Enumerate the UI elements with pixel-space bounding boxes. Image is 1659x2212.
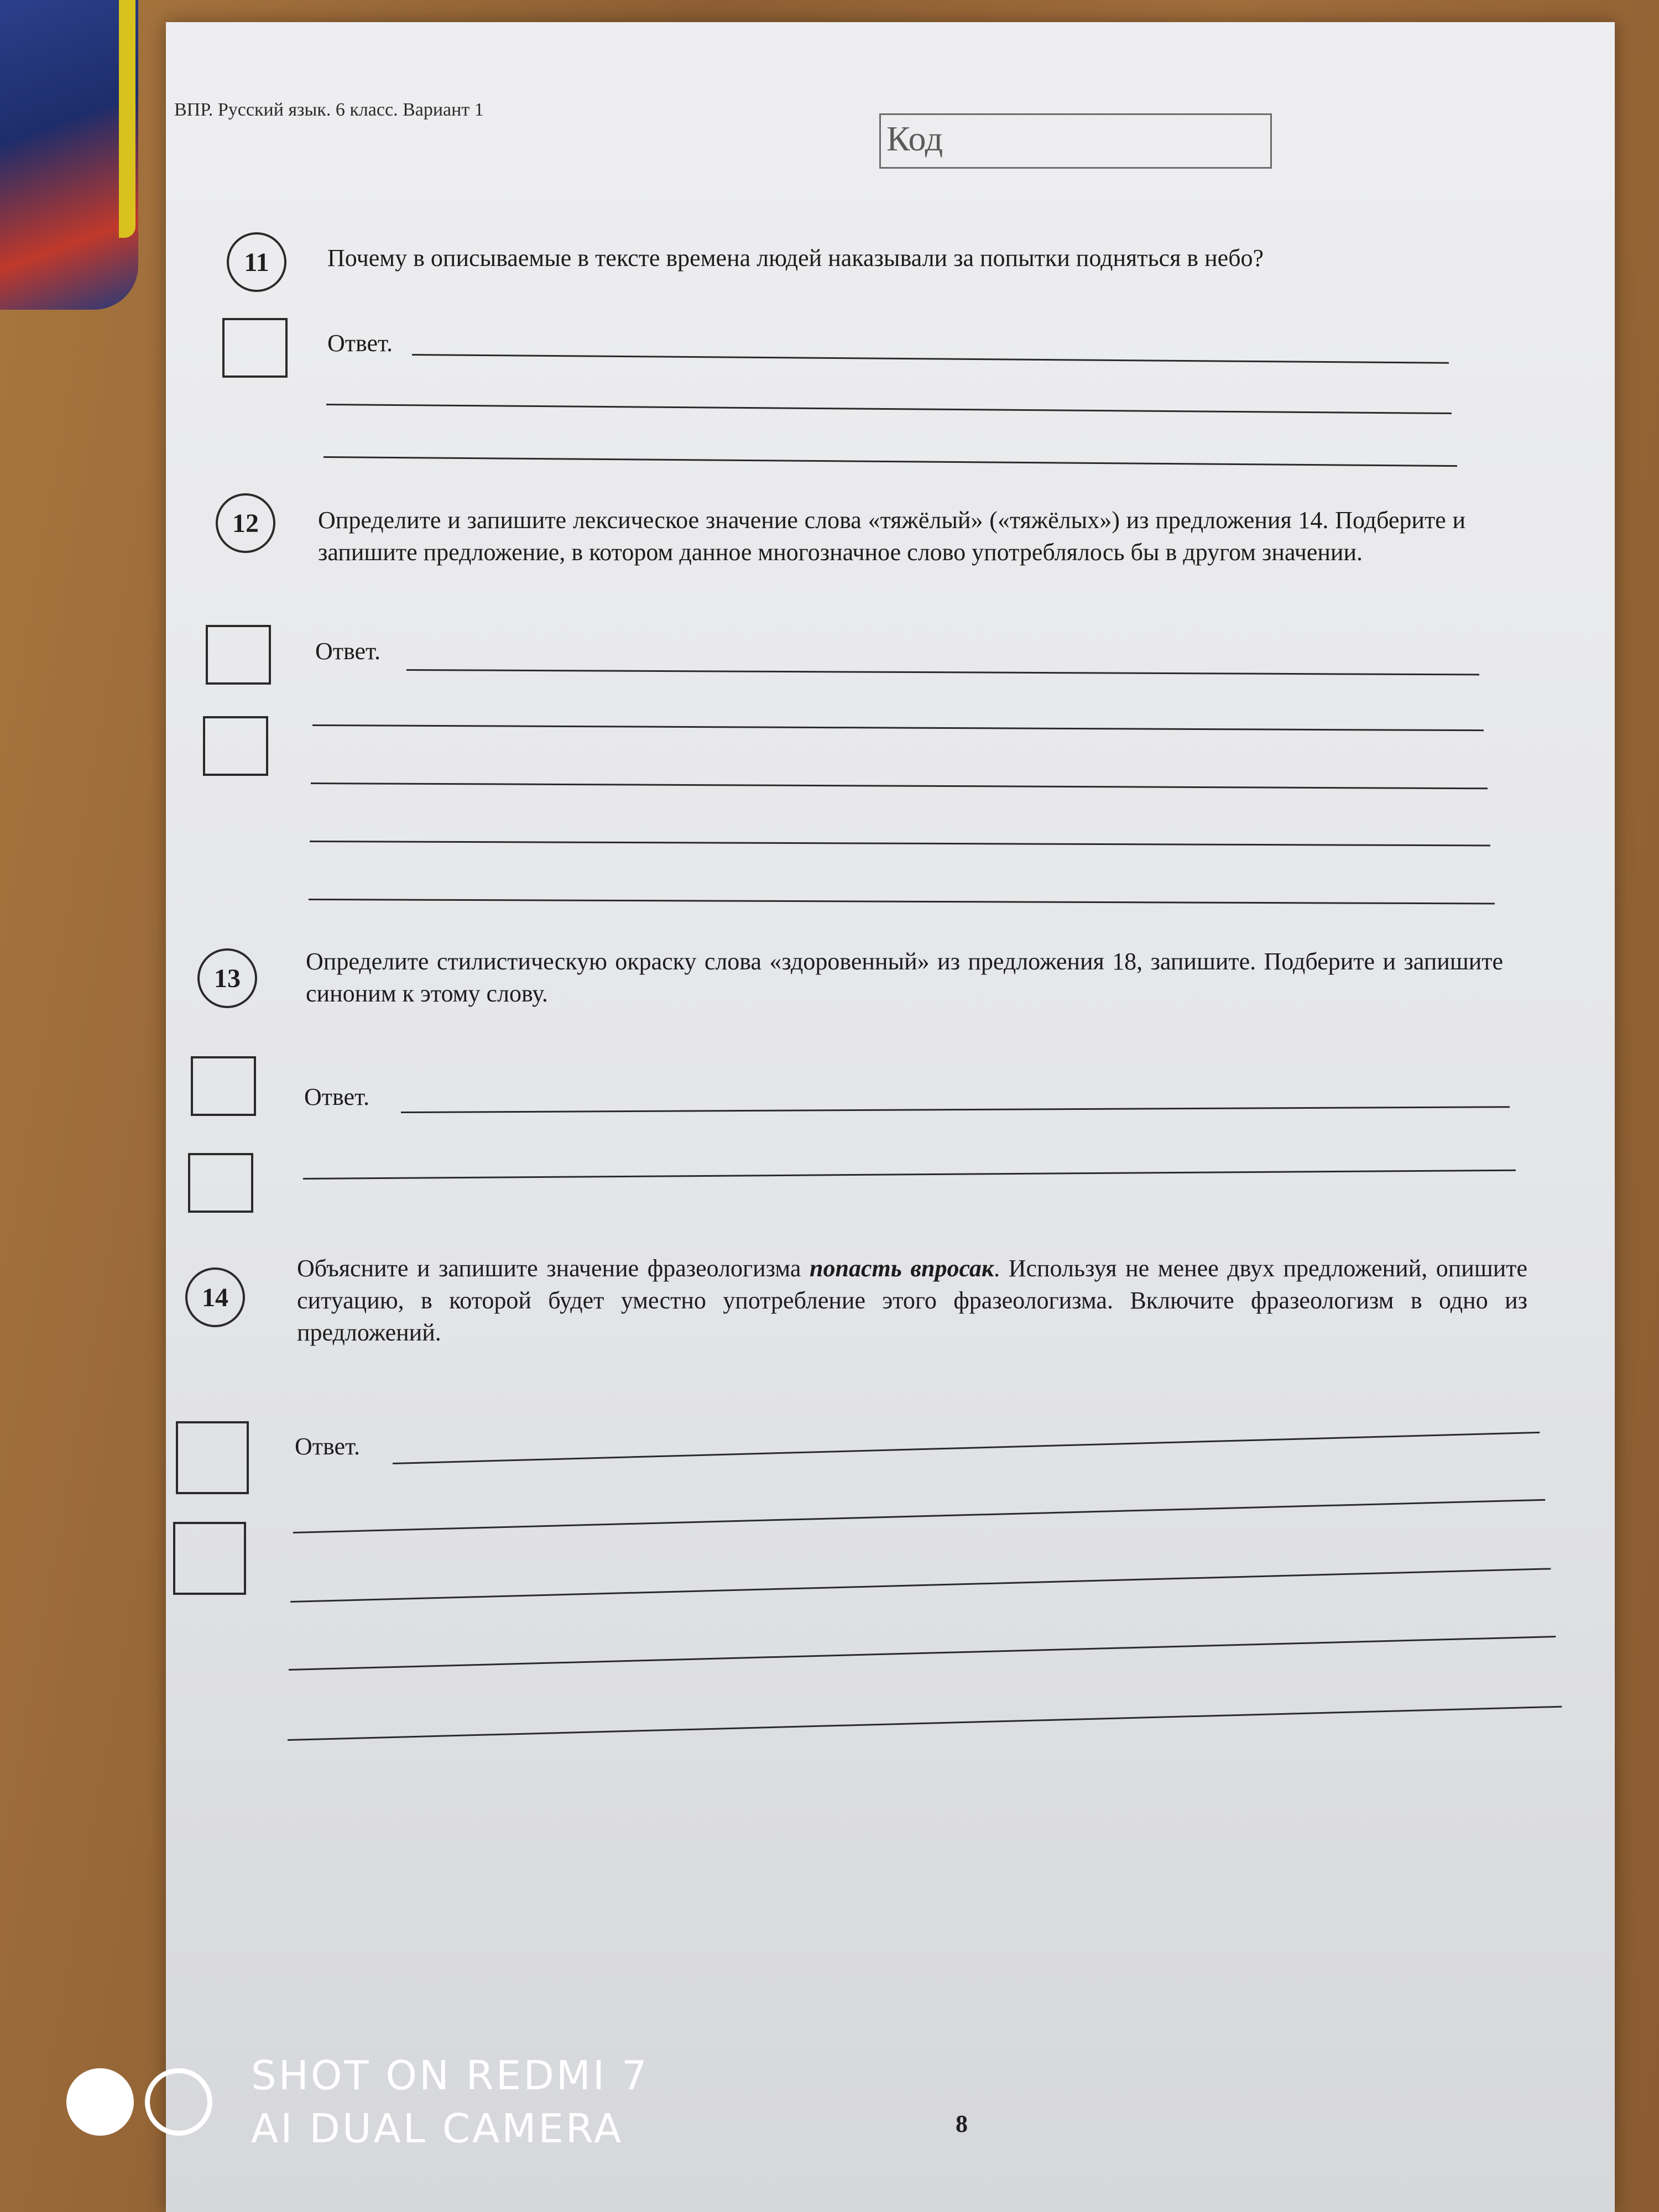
watermark-dot-ring-icon: [145, 2068, 212, 2136]
code-box[interactable]: [879, 113, 1272, 169]
task-number-14: 14: [185, 1267, 245, 1327]
bag-edge: [119, 0, 135, 238]
task-text-12: Определите и запишите лексическое значение слова «тяжёлый» («тяжёлых») из предложения 14. Подберите и запишите предложение, в котором данное многозначное слово употреблялось бы в другом значении.: [318, 507, 1465, 566]
task-text-11: Почему в описываемые в тексте времена людей наказывали за попытки подняться в небо?: [327, 244, 1264, 272]
score-box-14b[interactable]: [173, 1522, 246, 1595]
answer-label-13: Ответ.: [304, 1083, 369, 1110]
watermark-line-2: AI DUAL CAMERA: [251, 2105, 624, 2152]
score-box-13a[interactable]: [191, 1056, 256, 1116]
header-title: ВПР. Русский язык. 6 класс. Вариант 1: [174, 100, 484, 120]
task-text-14-start: Объясните и запишите значение фразеологизма: [297, 1255, 810, 1282]
code-label: Код: [886, 119, 943, 158]
score-box-12b[interactable]: [203, 716, 268, 776]
watermark-dot-filled-icon: [66, 2068, 134, 2136]
phrase-popast-vprosak: попасть впросак: [810, 1255, 994, 1282]
answer-label-11: Ответ.: [327, 330, 393, 357]
task-number-11: 11: [227, 232, 286, 292]
bag-background: [0, 0, 138, 310]
score-box-13b[interactable]: [188, 1153, 253, 1213]
task-text-13: Определите стилистическую окраску слова «здоровенный» из предложения 18, запишите. Подберите и запишите синоним к этому слову.: [306, 948, 1503, 1007]
task-text-14-end: . Используя не менее двух предложений, опишите ситуацию, в которой будет уместно употребление этого фразеологизма. Включите фразеологизм в одно из предложений.: [297, 1255, 1528, 1346]
camera-watermark: [66, 2049, 649, 2155]
page-number: 8: [956, 2110, 968, 2137]
score-box-12a[interactable]: [206, 625, 271, 685]
answer-label-14: Ответ.: [295, 1433, 360, 1460]
watermark-line-1: SHOT ON REDMI 7: [251, 2052, 649, 2099]
score-box-14a[interactable]: [176, 1421, 249, 1494]
score-box-11[interactable]: [222, 318, 288, 378]
task-text-14: [297, 1253, 1527, 1349]
task-number-13: 13: [197, 948, 257, 1008]
answer-label-12: Ответ.: [315, 638, 380, 665]
task-number-12: 12: [216, 493, 275, 553]
watermark-text: [251, 2049, 649, 2155]
